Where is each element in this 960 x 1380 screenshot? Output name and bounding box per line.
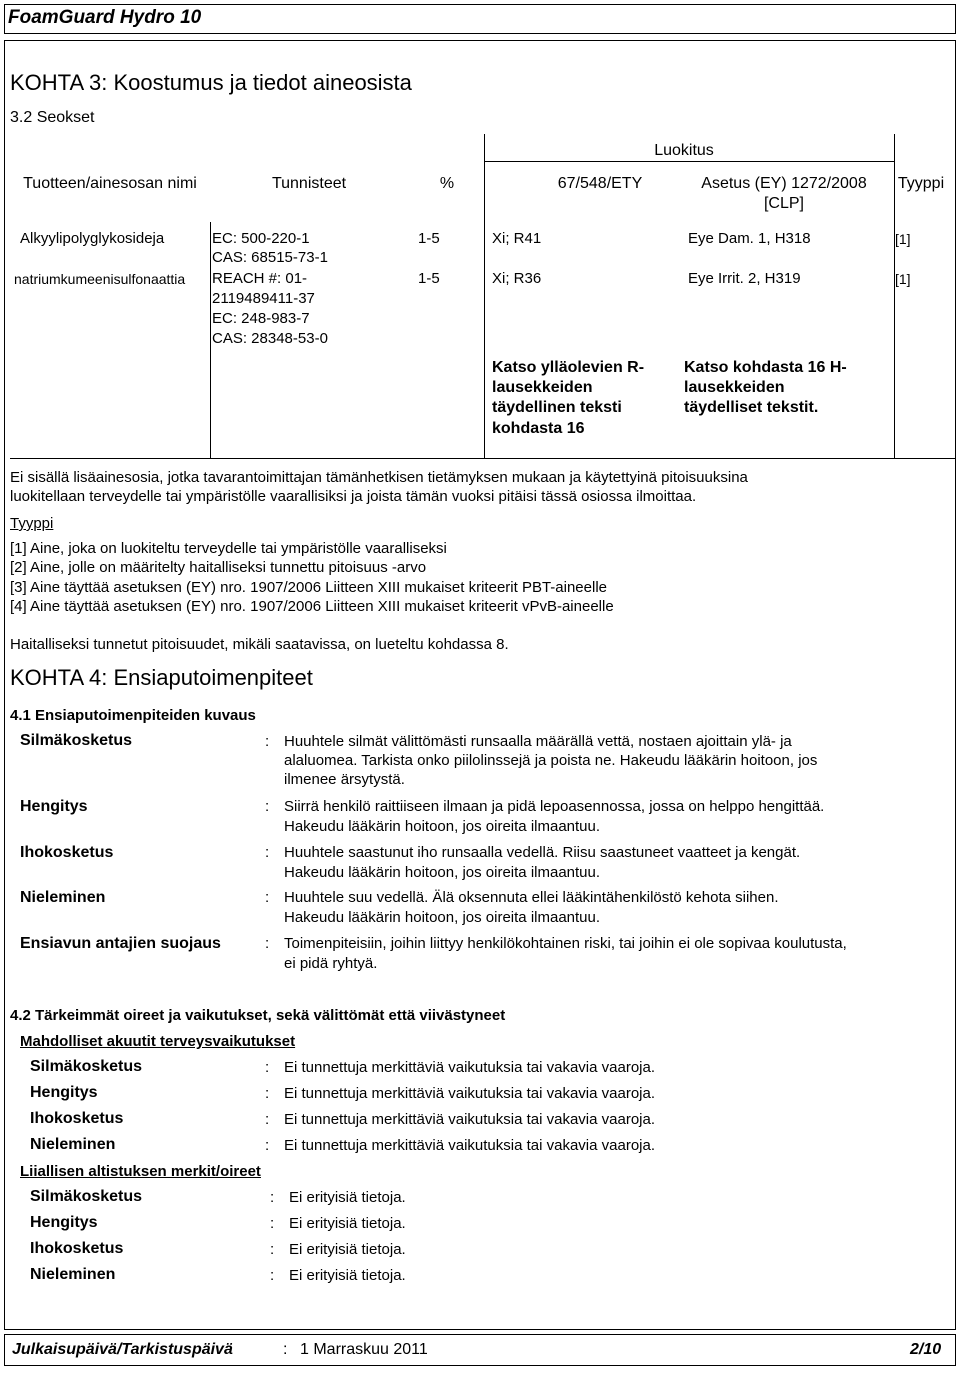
row2-dsd: Xi; R36	[492, 270, 542, 287]
measure-ingest-label: Nieleminen	[20, 889, 106, 906]
acute-inhal-text: Ei tunnettuja merkittäviä vaikutuksia tai vakavia vaaroja.	[284, 1085, 656, 1102]
overexp-skin-text: Ei erityisiä tietoja.	[289, 1241, 406, 1258]
row2-id-3: EC: 248-983-7	[212, 310, 310, 327]
col-header-clp: Asetus (EY) 1272/2008 [CLP]	[701, 175, 867, 212]
acute-ingest-label: Nieleminen	[30, 1136, 116, 1153]
measure-firstaider-text2: ei pidä ryhtyä.	[284, 955, 378, 972]
overexp-eye-label: Silmäkosketus	[30, 1188, 143, 1205]
measure-inhal-label: Hengitys	[20, 798, 88, 815]
row2-id-1: REACH #: 01-	[212, 270, 308, 287]
measure-ingest-text2: Hakeudu lääkärin hoitoon, jos oireita ilmaantuu.	[284, 909, 601, 926]
note-dsd-line4: kohdasta 16	[492, 420, 585, 437]
row1-dsd: Xi; R41	[492, 230, 542, 247]
footer-date-label: Julkaisupäivä/Tarkistuspäivä	[12, 1341, 233, 1358]
note-clp-line2: lausekkeiden	[684, 379, 785, 396]
col-header-type: Tyyppi	[897, 175, 945, 192]
section3-title: KOHTA 3: Koostumus ja tiedot aineosista	[10, 70, 412, 95]
col-header-name: Tuotteen/ainesosan nimi	[23, 175, 197, 192]
measure-eye-colon: :	[265, 733, 270, 750]
table-group-header: Luokitus	[654, 142, 714, 159]
page-number: 2/10	[910, 1341, 942, 1358]
section4-title: KOHTA 4: Ensiaputoimenpiteet	[10, 665, 313, 690]
measure-firstaider-colon: :	[265, 935, 270, 952]
type-legend-3: [3] Aine täyttää asetuksen (EY) nro. 1907/2006 Liitteen XIII mukaiset kriteerit PBT-aineelle	[10, 579, 607, 596]
footer-date: 1 Marraskuu 2011	[300, 1341, 428, 1358]
exposure-note: Haitalliseksi tunnetut pitoisuudet, mikäli saatavissa, on lueteltu kohdassa 8.	[10, 636, 509, 653]
overexp-ingest-colon: :	[270, 1267, 275, 1284]
col-header-pct: %	[439, 175, 455, 192]
note-clp-line1: Katso kohdasta 16 H-	[684, 359, 847, 376]
measure-skin-text1: Huuhtele saastunut iho runsaalla vedellä. Riisu saastuneet vaatteet ja kengät.	[284, 844, 801, 861]
row1-type: [1]	[895, 231, 911, 247]
overexp-skin-label: Ihokosketus	[30, 1240, 124, 1257]
measure-firstaider-text1: Toimenpiteisiin, joihin liittyy henkilökohtainen riski, tai joihin ei ole sopivaa koulutusta,	[284, 935, 847, 952]
acute-skin-colon: :	[265, 1111, 270, 1128]
row1-pct: 1-5	[418, 230, 440, 247]
row2-name: natriumkumeenisulfonaattia	[14, 271, 186, 287]
measure-eye-text3: ilmenee ärsytystä.	[284, 771, 405, 788]
acute-heading: Mahdolliset akuutit terveysvaikutukset	[20, 1033, 296, 1050]
type-legend-4: [4] Aine täyttää asetuksen (EY) nro. 1907/2006 Liitteen XIII mukaiset kriteerit vPvB-aineelle	[10, 598, 614, 615]
acute-ingest-text: Ei tunnettuja merkittäviä vaikutuksia tai vakavia vaaroja.	[284, 1137, 656, 1154]
row2-id-2: 2119489411-37	[212, 290, 315, 307]
row1-id-2: CAS: 68515-73-1	[212, 249, 328, 266]
acute-skin-text: Ei tunnettuja merkittäviä vaikutuksia tai vakavia vaaroja.	[284, 1111, 656, 1128]
row1-id-1: EC: 500-220-1	[212, 230, 310, 247]
measure-firstaider-label: Ensiavun antajien suojaus	[20, 935, 221, 952]
measure-inhal-colon: :	[265, 798, 270, 815]
overexp-eye-text: Ei erityisiä tietoja.	[289, 1189, 406, 1206]
note-clp-line3: täydelliset tekstit.	[684, 399, 819, 416]
measure-ingest-colon: :	[265, 889, 270, 906]
acute-skin-label: Ihokosketus	[30, 1110, 124, 1127]
overexp-ingest-text: Ei erityisiä tietoja.	[289, 1267, 406, 1284]
col-header-dsd: 67/548/ETY	[557, 175, 643, 192]
measure-skin-colon: :	[265, 844, 270, 861]
measure-eye-label: Silmäkosketus	[20, 732, 133, 749]
note-dsd-line3: täydellinen teksti	[492, 399, 622, 416]
acute-inhal-colon: :	[265, 1085, 270, 1102]
measure-eye-text1: Huuhtele silmät välittömästi runsaalla määrällä vettä, nostaen ajoittain ylä- ja	[284, 733, 792, 750]
row2-type: [1]	[895, 271, 911, 287]
measure-inhal-text1: Siirrä henkilö raittiiseen ilmaan ja pidä lepoasennossa, jossa on helppo hengittää.	[284, 798, 825, 815]
acute-ingest-colon: :	[265, 1137, 270, 1154]
overexp-inhal-text: Ei erityisiä tietoja.	[289, 1215, 406, 1232]
acute-eye-colon: :	[265, 1059, 270, 1076]
overexp-heading: Liiallisen altistuksen merkit/oireet	[20, 1163, 261, 1180]
type-heading: Tyyppi	[10, 515, 54, 532]
overexp-eye-colon: :	[270, 1189, 275, 1206]
acute-inhal-label: Hengitys	[30, 1084, 98, 1101]
acute-eye-label: Silmäkosketus	[30, 1058, 143, 1075]
note-dsd-line2: lausekkeiden	[492, 379, 593, 396]
section4-sub1: 4.1 Ensiaputoimenpiteiden kuvaus	[10, 707, 256, 724]
disclaimer-line1: Ei sisällä lisäainesosia, jotka tavarantoimittajan tämänhetkisen tietämyksen mukaan ja käytettyinä pitoisuuksina	[10, 469, 748, 486]
overexp-inhal-label: Hengitys	[30, 1214, 98, 1231]
measure-skin-text2: Hakeudu lääkärin hoitoon, jos oireita ilmaantuu.	[284, 864, 601, 881]
row1-clp: Eye Dam. 1, H318	[688, 230, 811, 247]
col-header-ids: Tunnisteet	[271, 175, 347, 192]
row2-id-4: CAS: 28348-53-0	[212, 330, 328, 347]
measure-eye-text2: alaluomea. Tarkista onko piilolinssejä ja poista ne. Hakeudu lääkärin hoitoon, jos	[284, 752, 818, 769]
type-legend-2: [2] Aine, jolle on määritelty haitalliseksi tunnettu pitoisuus -arvo	[10, 559, 427, 576]
row2-clp: Eye Irrit. 2, H319	[688, 270, 801, 287]
measure-skin-label: Ihokosketus	[20, 844, 114, 861]
row1-name: Alkyylipolyglykosideja	[20, 230, 165, 247]
overexp-inhal-colon: :	[270, 1215, 275, 1232]
measure-ingest-text1: Huuhtele suu vedellä. Älä oksennuta ellei lääkintähenkilöstö kehota siihen.	[284, 889, 779, 906]
note-dsd-line1: Katso ylläolevien R-	[492, 359, 645, 376]
measure-inhal-text2: Hakeudu lääkärin hoitoon, jos oireita ilmaantuu.	[284, 818, 601, 835]
product-name: FoamGuard Hydro 10	[8, 7, 202, 28]
overexp-ingest-label: Nieleminen	[30, 1266, 116, 1283]
acute-eye-text: Ei tunnettuja merkittäviä vaikutuksia tai vakavia vaaroja.	[284, 1059, 656, 1076]
disclaimer-line2: luokitellaan terveydelle tai ympäristölle vaarallisiksi ja joista tämän vuoksi pitäisi tässä osiossa ilmoittaa.	[10, 488, 697, 505]
type-legend-1: [1] Aine, joka on luokiteltu terveydelle tai ympäristölle vaaralliseksi	[10, 540, 447, 557]
footer-colon: :	[283, 1341, 288, 1358]
section3-subtitle: 3.2 Seokset	[10, 109, 95, 126]
overexp-skin-colon: :	[270, 1241, 275, 1258]
row2-pct: 1-5	[418, 270, 440, 287]
section4-sub2: 4.2 Tärkeimmät oireet ja vaikutukset, sekä välittömät että viivästyneet	[10, 1007, 506, 1024]
